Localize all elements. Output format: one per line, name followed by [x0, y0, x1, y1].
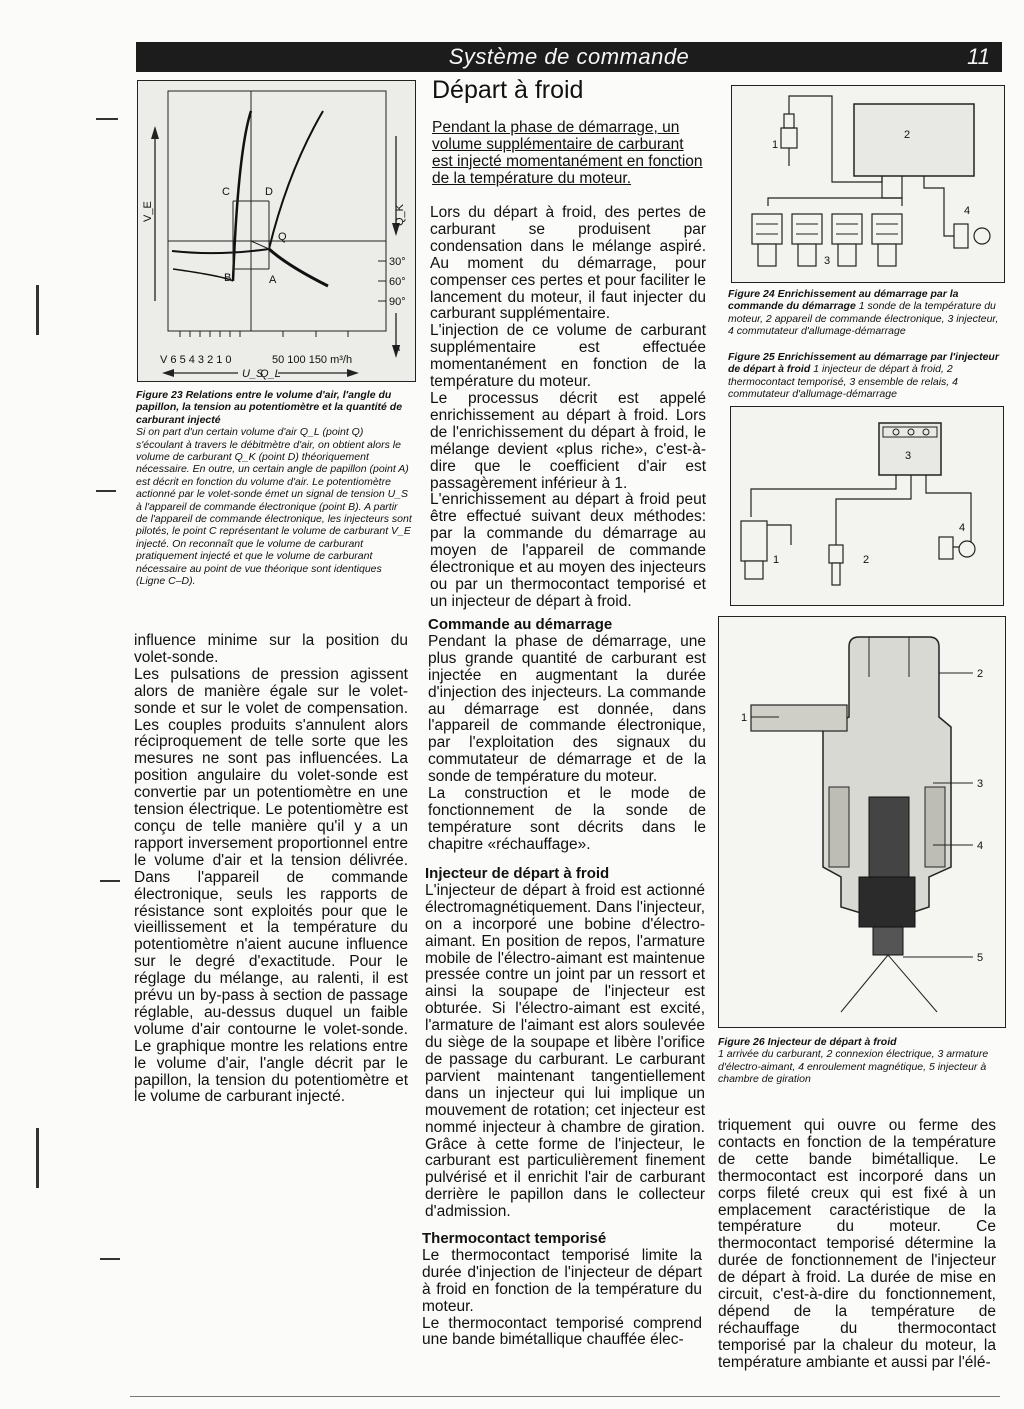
point-d-label: D	[265, 186, 273, 198]
scan-mark	[96, 490, 116, 492]
section-thermo-time-switch	[422, 1231, 702, 1349]
point-b-label: B	[224, 272, 232, 284]
figure-24-caption	[728, 288, 1004, 338]
intro-paragraph: Pendant la phase de démarrage, un volume supplémentaire de carburant est injecté momentanément en fonction de la température du moteur.	[432, 119, 703, 187]
figure-24-caption-body: 1 sonde de la température du moteur, 2 appareil de commande électronique, 3 injecteur, 4 commutateur d'allumage-démarrage	[728, 300, 999, 338]
figure-23-caption-body: Si on part d'un certain volume d'air Q_L (point Q) s'écoulant à travers le débitmètre d'air, on obtient alors le volume de carburant Q_K (point D) théoriquement nécessaire. En outre, un certain angle de papillon (point A) est décrit en fonction du volume d'air. Le potentiomètre actionné par le volet-sonde émet un signal de tension U_S à l'appareil de commande électronique (point B). A partir de l'appareil de commande électronique, les injecteurs sont pilotés, le point C représentant le volume de carburant V_E injecté. On reconnaît que le volume de carburant pratiquement injecté et que le volume de carburant nécessaire au point de vue théorique sont identiques (Ligne C–D).	[136, 426, 412, 588]
point-a-label: A	[269, 274, 277, 286]
figure-26-diagram	[718, 616, 1006, 1028]
scan-mark	[36, 285, 39, 335]
fig26-label-3: 3	[977, 778, 984, 790]
scan-mark	[36, 1128, 39, 1188]
figure-26-caption	[718, 1036, 1004, 1086]
paragraph: Le thermocontact temporisé limite la durée d'injection de l'injecteur de départ à froid en fonction de la température du moteur.	[422, 1246, 702, 1315]
section-heading: Commande au démarrage	[428, 616, 613, 633]
paragraph: Le thermocontact temporisé comprend une bande bimétallique chauffée élec-	[422, 1314, 702, 1349]
paragraph: L'enrichissement au départ à froid peut être effectué suivant deux méthodes: par la commande du démarrage au moyen de l'appareil de commande électronique et au moyen des injecteurs ou par un thermocontact temporisé et un injecteur de départ à froid.	[430, 491, 706, 610]
scan-mark	[96, 118, 118, 120]
fig26-label-4: 4	[977, 840, 984, 852]
fig26-label-2: 2	[977, 668, 984, 680]
section-start-control	[428, 617, 706, 854]
section-heading: Injecteur de départ à froid	[425, 865, 610, 882]
fig26-label-1: 1	[741, 712, 748, 724]
figure-25-caption-body: 1 injecteur de départ à froid, 2 thermocontact temporisé, 3 ensemble de relais, 4 commutateur d'allumage-démarrage	[728, 363, 958, 401]
scan-mark	[100, 880, 120, 882]
qk-axis-label: Q_K	[394, 203, 406, 226]
right-column-text	[718, 1118, 996, 1372]
section-header-bar	[136, 42, 1002, 72]
figure-25-diagram	[730, 406, 1004, 606]
paragraph: La construction et le mode de fonctionnement de la sonde de température sont décrits dans le chapitre «réchauffage».	[428, 785, 706, 853]
figure-26-caption-title: Figure 26 Injecteur de départ à froid	[718, 1036, 897, 1048]
figure-23-diagram	[137, 80, 416, 382]
paragraph: Les pulsations de pression agissent alors de manière égale sur le volet-sonde et sur le volet de compensation. Les couples produits s'annulent alors réciproquement de telle sorte que les mesures ne sont pas influencées. La position angulaire du volet-sonde est convertie par un potentiomètre en une tension électrique. Le potentiomètre est conçu de telle manière qu'il y a un rapport inversement proportionnel entre le volume d'air et la tension délivrée. Dans l'appareil de commande électronique, seuls les rapports de résistance sont exploités pour que le vieillissement et la température du potentiomètre n'aient aucune influence sur le degré d'exactitude. Pour le réglage du mélange, au ralenti, il est prévu un by-pass à section de passage réglable, au-dessus duquel un faible volume d'air contourne le volet-sonde. Le graphique montre les relations entre le volume d'air, l'angle décrit par le papillon, la tension du potentiomètre et le volume de carburant injecté.	[134, 665, 408, 1106]
section-heading: Thermocontact temporisé	[422, 1230, 607, 1247]
angle-label: 60°	[389, 276, 406, 288]
ve-axis-label: V_E	[142, 201, 154, 222]
alpha-axis-label: α	[394, 342, 401, 354]
ql-axis-label: Q_L	[260, 368, 281, 380]
paragraph: Lors du départ à froid, des pertes de carburant se produisent par condensation dans le mélange aspiré. Au moment du démarrage, pour compenser ces pertes et pour faciliter le lancement du moteur, il faut injecter du carburant supplémentaire.	[430, 204, 706, 323]
fig24-label-4: 4	[964, 205, 971, 217]
angle-label: 30°	[389, 256, 406, 268]
fig25-label-1: 1	[773, 554, 780, 566]
paragraph: triquement qui ouvre ou ferme des contacts en fonction de la température de cette bande bimétallique. Le thermocontact est incorporé dans un corps fileté creux qui est fixé à un emplacement caractéristique de la température du moteur. Ce thermocontact temporisé détermine la durée de fonctionnement de l'injecteur de départ à froid. La durée de mise en circuit, c'est-à-dire du fonctionnement, dépend de la température de réchauffage du thermocontact temporisé par la chaleur du moteur, la température ambiante et aussi par l'élé-	[718, 1117, 996, 1371]
scan-mark	[100, 1258, 120, 1260]
middle-column-text	[430, 205, 706, 611]
figure-25-svg	[731, 407, 1003, 605]
figure-26-svg	[719, 617, 1005, 1027]
section-title: Système de commande	[448, 44, 690, 69]
us-axis-label: U_S	[242, 368, 264, 380]
fig25-label-4: 4	[959, 522, 966, 534]
point-q-label: Q	[278, 231, 287, 243]
fig24-label-3: 3	[824, 255, 831, 267]
figure-24-diagram	[731, 85, 1005, 283]
page-title: Départ à froid	[432, 76, 584, 104]
figure-23-caption	[136, 389, 412, 588]
section-cold-start-injector	[425, 866, 705, 1221]
left-column-text	[134, 633, 408, 1106]
point-c-label: C	[222, 186, 230, 198]
paragraph: influence minime sur la position du volet-sonde.	[134, 632, 408, 666]
fig25-label-3: 3	[905, 450, 912, 462]
angle-label: 90°	[389, 296, 406, 308]
figure-25-caption-title: Figure 25 Enrichissement au démarrage par l'injecteur de départ à froid	[728, 351, 999, 376]
figure-23-svg	[138, 81, 415, 381]
paragraph: Le processus décrit est appelé enrichissement au départ à froid. Lors de l'enrichissement du départ à froid, le mélange devient «plus riche», c'est-à-dire que le coefficient d'air est passagèrement inférieur à 1.	[430, 389, 706, 492]
figure-23-caption-title: Figure 23 Relations entre le volume d'air, l'angle du papillon, la tension au potentiomètre et la quantité de carburant injecté	[136, 389, 403, 426]
fig25-label-2: 2	[863, 554, 870, 566]
us-scale: V 6 5 4 3 2 1 0	[160, 354, 232, 366]
fig24-label-2: 2	[904, 129, 911, 141]
scan-bottom-line	[130, 1396, 1000, 1397]
paragraph: L'injecteur de départ à froid est actionné électromagnétiquement. Dans l'injecteur, on a incorporé une bobine d'électro-aimant. En position de repos, l'armature mobile de l'électro-aimant est maintenue pressée contre un joint par un ressort et ainsi la soupape de l'injecteur est obturée. Si l'électro-aimant est excité, l'armature de l'aimant est alors soulevée du siège de la soupape et libère l'orifice de passage du carburant. Le carburant parvient maintenant tangentiellement dans un injecteur qui lui implique un mouvement de rotation; cet injecteur est nommé injecteur à chambre de giration. Grâce à cette forme de l'injecteur, le carburant est particulièrement finement pulvérisé et il enrichit l'air de carburant derrière le papillon dans le collecteur d'admission.	[425, 881, 705, 1221]
figure-24-svg	[732, 86, 1004, 282]
fig26-label-5: 5	[977, 952, 984, 964]
figure-25-caption	[728, 351, 1004, 401]
figure-26-caption-body: 1 arrivée du carburant, 2 connexion électrique, 3 armature d'électro-aimant, 4 enroulement magnétique, 5 injecteur à chambre de giration	[718, 1048, 989, 1086]
page-number: 11	[967, 44, 990, 69]
figure-24-caption-title: Figure 24 Enrichissement au démarrage par la commande du démarrage	[728, 288, 959, 313]
paragraph: Pendant la phase de démarrage, une plus grande quantité de carburant est injectée en augmentant la durée d'injection des injecteurs. La commande au démarrage est donnée, dans l'appareil de commande électronique, par l'exploitation des signaux du commutateur de démarrage et de la sonde de température du moteur.	[428, 632, 706, 786]
ql-scale: 50 100 150 m³/h	[272, 354, 353, 366]
fig24-label-1: 1	[772, 139, 779, 151]
paragraph: L'injection de ce volume de carburant supplémentaire est effectuée momentanément en fonction de la température du moteur.	[430, 322, 706, 391]
